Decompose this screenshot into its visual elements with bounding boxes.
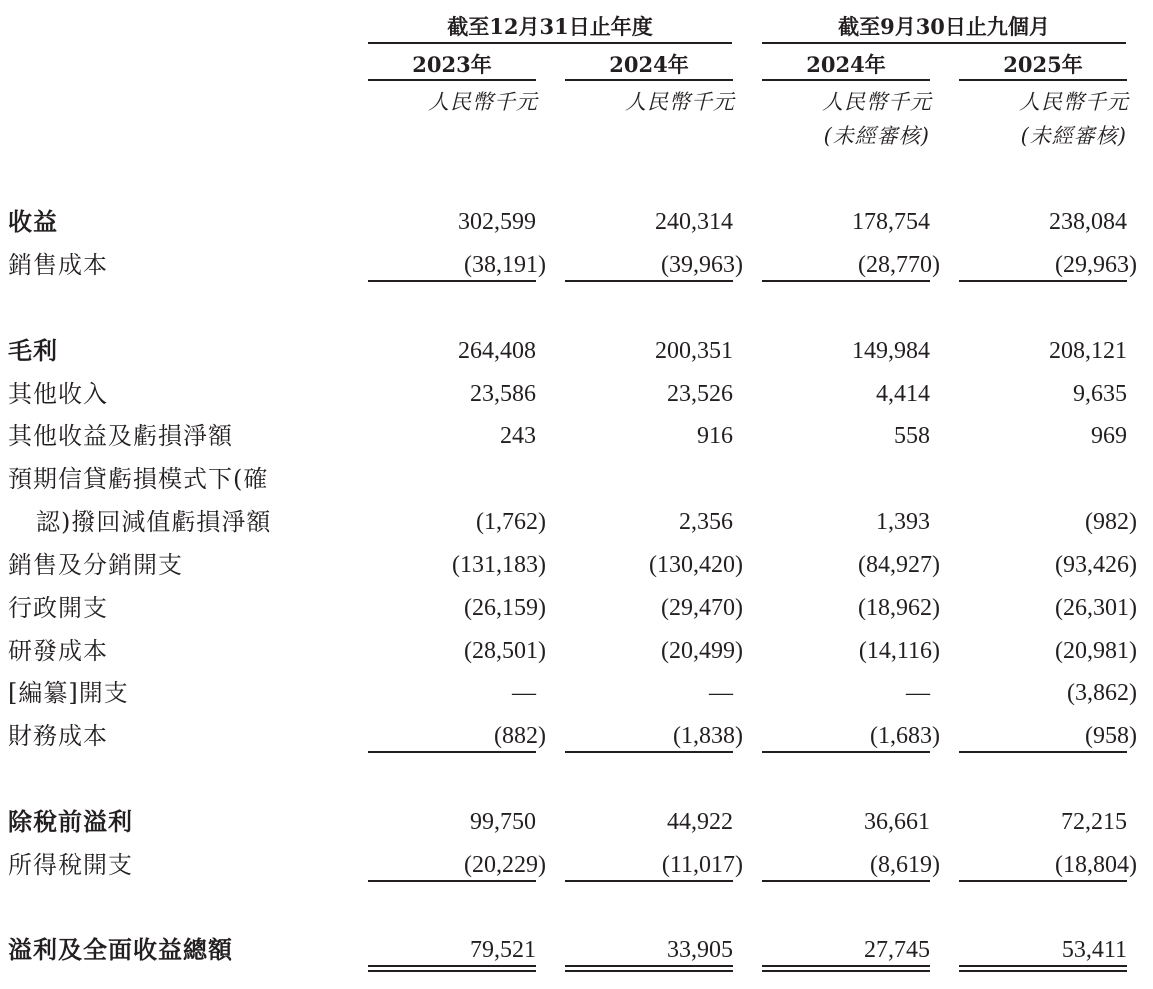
cell-total-col3: 27,745 xyxy=(864,937,930,963)
label-listing-expenses: [編纂]開支 xyxy=(8,679,129,707)
header-group-annual: 截至12月31日止年度 xyxy=(447,14,653,39)
cell-selling-col3: (84,927) xyxy=(858,552,940,578)
unaudited-col4: (未經審核) xyxy=(1020,124,1127,148)
cell-total-col2: 33,905 xyxy=(667,937,733,963)
rule-after-tax-col3 xyxy=(762,880,930,882)
cell-revenue-col1: 302,599 xyxy=(458,209,536,235)
cell-listing-col4: (3,862) xyxy=(1067,680,1137,706)
year-heading-col4: 2025年 xyxy=(1003,52,1083,77)
cell-revenue-col3: 178,754 xyxy=(852,209,930,235)
cell-ecl-col3: 1,393 xyxy=(876,509,930,535)
label-ecl-line2: 認)撥回減值虧損淨額 xyxy=(36,508,272,536)
year-heading-col1: 2023年 xyxy=(412,52,492,77)
cell-revenue-col4: 238,084 xyxy=(1049,209,1127,235)
rule-after-finance-col2 xyxy=(565,751,733,753)
cell-tax-col4: (18,804) xyxy=(1055,852,1137,878)
cell-listing-col2: — xyxy=(709,680,733,706)
cell-cost-of-sales-col2: (39,963) xyxy=(661,252,743,278)
rule-after-tax-col4 xyxy=(959,880,1127,882)
cell-pbt-col2: 44,922 xyxy=(667,809,733,835)
cell-pbt-col3: 36,661 xyxy=(864,809,930,835)
cell-admin-col1: (26,159) xyxy=(464,595,546,621)
rule-after-finance-col1 xyxy=(368,751,536,753)
cell-ecl-col2: 2,356 xyxy=(679,509,733,535)
rule-after-cost-of-sales-col3 xyxy=(762,280,930,282)
label-gross-profit: 毛利 xyxy=(8,336,58,365)
cell-other-income-col3: 4,414 xyxy=(876,381,930,407)
label-profit-before-tax: 除稅前溢利 xyxy=(8,807,133,836)
cell-cost-of-sales-col1: (38,191) xyxy=(464,252,546,278)
cell-finance-col4: (958) xyxy=(1085,723,1137,749)
cell-other-gains-col1: 243 xyxy=(500,423,536,449)
rule-after-tax-col2 xyxy=(565,880,733,882)
unaudited-col3: (未經審核) xyxy=(823,124,930,148)
cell-gross-profit-col3: 149,984 xyxy=(852,338,930,364)
label-revenue: 收益 xyxy=(8,207,58,236)
label-rnd-costs: 研發成本 xyxy=(8,637,108,665)
unit-col4: 人民幣千元 xyxy=(1019,90,1129,114)
double-rule-bottom-col2 xyxy=(565,970,733,972)
year-rule-col4 xyxy=(959,79,1127,81)
double-rule-top-col1 xyxy=(368,965,536,967)
cell-admin-col2: (29,470) xyxy=(661,595,743,621)
rule-after-finance-col3 xyxy=(762,751,930,753)
cell-ecl-col4: (982) xyxy=(1085,509,1137,535)
cell-other-income-col4: 9,635 xyxy=(1073,381,1127,407)
cell-cost-of-sales-col3: (28,770) xyxy=(858,252,940,278)
cell-other-income-col2: 23,526 xyxy=(667,381,733,407)
cell-selling-col4: (93,426) xyxy=(1055,552,1137,578)
double-rule-bottom-col4 xyxy=(959,970,1127,972)
cell-revenue-col2: 240,314 xyxy=(655,209,733,235)
label-ecl-line1: 預期信貸虧損模式下(確 xyxy=(8,465,269,493)
cell-total-col4: 53,411 xyxy=(1061,937,1127,963)
year-heading-col2: 2024年 xyxy=(609,52,689,77)
cell-other-gains-col2: 916 xyxy=(697,423,733,449)
label-cost-of-sales: 銷售成本 xyxy=(8,251,108,279)
cell-finance-col2: (1,838) xyxy=(673,723,743,749)
cell-rnd-col4: (20,981) xyxy=(1055,638,1137,664)
double-rule-top-col4 xyxy=(959,965,1127,967)
label-other-income: 其他收入 xyxy=(8,380,108,408)
year-rule-col3 xyxy=(762,79,930,81)
cell-finance-col1: (882) xyxy=(494,723,546,749)
year-rule-col1 xyxy=(368,79,536,81)
cell-gross-profit-col2: 200,351 xyxy=(655,338,733,364)
double-rule-bottom-col3 xyxy=(762,970,930,972)
label-finance-costs: 財務成本 xyxy=(8,722,108,750)
cell-tax-col1: (20,229) xyxy=(464,852,546,878)
rule-after-cost-of-sales-col4 xyxy=(959,280,1127,282)
label-admin-expenses: 行政開支 xyxy=(8,594,108,622)
year-heading-col3: 2024年 xyxy=(806,52,886,77)
label-selling-distribution: 銷售及分銷開支 xyxy=(8,551,183,579)
rule-after-finance-col4 xyxy=(959,751,1127,753)
cell-gross-profit-col1: 264,408 xyxy=(458,338,536,364)
double-rule-bottom-col1 xyxy=(368,970,536,972)
cell-other-income-col1: 23,586 xyxy=(470,381,536,407)
cell-listing-col1: — xyxy=(512,680,536,706)
cell-rnd-col1: (28,501) xyxy=(464,638,546,664)
cell-admin-col3: (18,962) xyxy=(858,595,940,621)
rule-after-cost-of-sales-col2 xyxy=(565,280,733,282)
cell-selling-col1: (131,183) xyxy=(452,552,546,578)
header-group-nine-months: 截至9月30日止九個月 xyxy=(838,14,1050,39)
cell-other-gains-col3: 558 xyxy=(894,423,930,449)
cell-ecl-col1: (1,762) xyxy=(476,509,546,535)
cell-rnd-col3: (14,116) xyxy=(858,638,940,664)
cell-admin-col4: (26,301) xyxy=(1055,595,1137,621)
header-group-nine-months-rule xyxy=(762,42,1126,44)
label-total-comprehensive-income: 溢利及全面收益總額 xyxy=(8,935,233,964)
cell-total-col1: 79,521 xyxy=(470,937,536,963)
cell-tax-col3: (8,619) xyxy=(870,852,940,878)
cell-rnd-col2: (20,499) xyxy=(661,638,743,664)
cell-tax-col2: (11,017) xyxy=(661,852,743,878)
label-income-tax: 所得稅開支 xyxy=(8,851,133,879)
year-rule-col2 xyxy=(565,79,733,81)
header-group-annual-rule xyxy=(368,42,732,44)
cell-pbt-col4: 72,215 xyxy=(1061,809,1127,835)
cell-selling-col2: (130,420) xyxy=(649,552,743,578)
rule-after-cost-of-sales-col1 xyxy=(368,280,536,282)
unit-col2: 人民幣千元 xyxy=(625,90,735,114)
cell-listing-col3: — xyxy=(906,680,930,706)
cell-other-gains-col4: 969 xyxy=(1091,423,1127,449)
cell-finance-col3: (1,683) xyxy=(870,723,940,749)
rule-after-tax-col1 xyxy=(368,880,536,882)
cell-gross-profit-col4: 208,121 xyxy=(1049,338,1127,364)
cell-pbt-col1: 99,750 xyxy=(470,809,536,835)
unit-col1: 人民幣千元 xyxy=(428,90,538,114)
double-rule-top-col2 xyxy=(565,965,733,967)
unit-col3: 人民幣千元 xyxy=(822,90,932,114)
cell-cost-of-sales-col4: (29,963) xyxy=(1055,252,1137,278)
double-rule-top-col3 xyxy=(762,965,930,967)
label-other-gains-losses: 其他收益及虧損淨額 xyxy=(8,422,233,450)
